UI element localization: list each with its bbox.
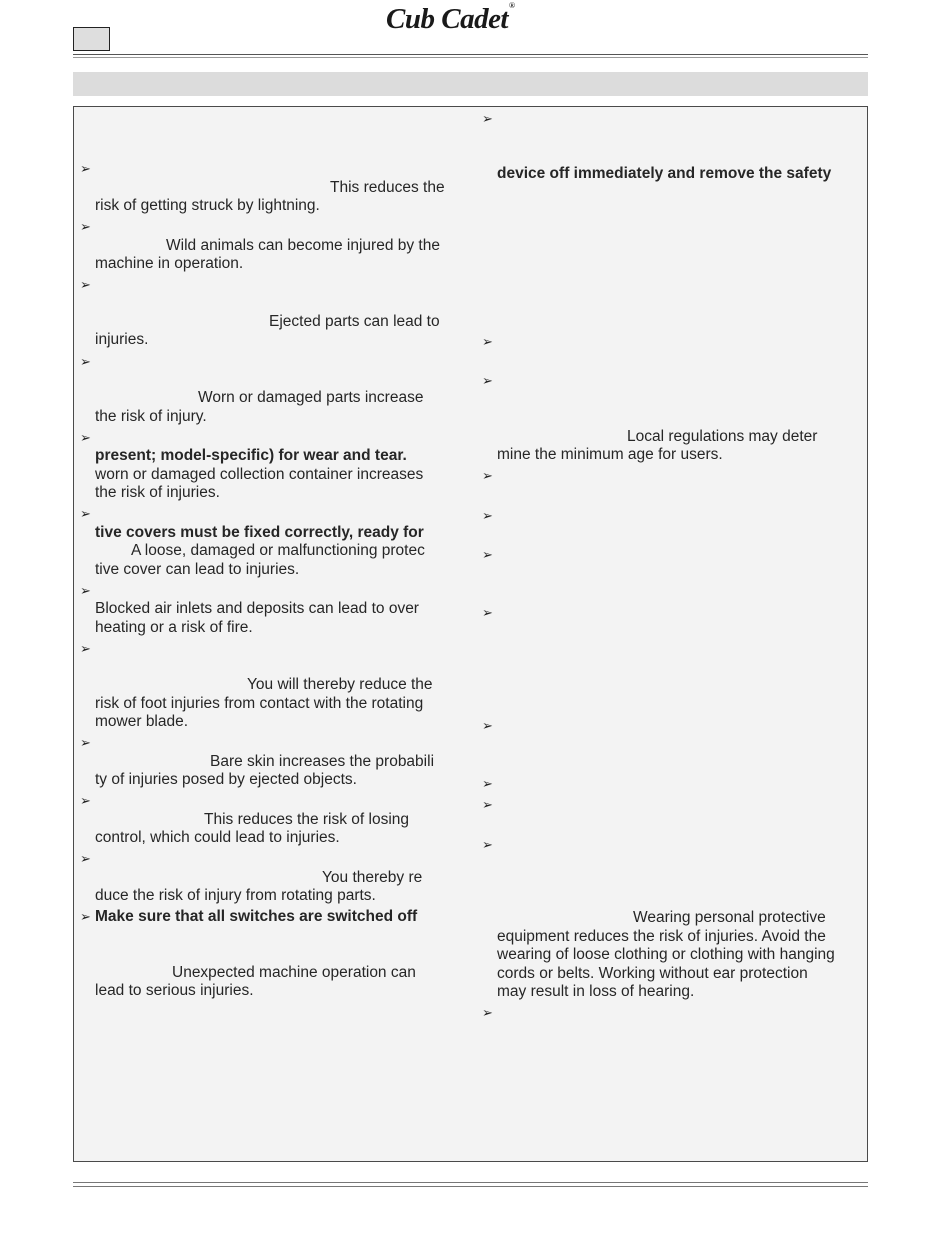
right-text-line-bold: device off immediately and remove the safety xyxy=(497,165,832,182)
footer-divider xyxy=(73,1182,868,1183)
bullet-arrow-icon: ➢ xyxy=(482,837,493,852)
left-text-line: ty of injuries posed by ejected objects. xyxy=(95,771,357,788)
right-text-line: equipment reduces the risk of injuries. Avoid the xyxy=(497,928,826,945)
bullet-arrow-icon: ➢ xyxy=(80,793,91,808)
left-text-line-bold: tive covers must be fixed correctly, ready for xyxy=(95,524,424,541)
left-text-line: This reduces the risk of losing xyxy=(204,811,410,828)
bullet-arrow-icon: ➢ xyxy=(80,641,91,656)
left-text-line: risk of foot injuries from contact with the rotating xyxy=(95,695,424,712)
left-text-line: heating or a risk of fire. xyxy=(95,619,253,636)
left-text-line: mower blade. xyxy=(95,713,189,730)
right-text-line: Wearing personal protective xyxy=(633,909,826,926)
bullet-arrow-icon: ➢ xyxy=(482,718,493,733)
left-text-line: the risk of injury. xyxy=(95,408,207,425)
logo-text: Cub Cadet xyxy=(386,3,508,35)
bullet-arrow-icon: ➢ xyxy=(80,277,91,292)
footer-divider-secondary xyxy=(73,1186,868,1187)
left-text-line: tive cover can lead to injuries. xyxy=(95,561,300,578)
bullet-arrow-icon: ➢ xyxy=(482,605,493,620)
left-text-line: Unexpected machine operation can xyxy=(172,964,416,981)
bullet-arrow-icon: ➢ xyxy=(482,111,493,126)
left-text-line: Wild animals can become injured by the xyxy=(166,237,440,254)
bullet-arrow-icon: ➢ xyxy=(482,1005,493,1020)
left-text-line: Ejected parts can lead to xyxy=(269,313,440,330)
left-text-line: You will thereby reduce the xyxy=(247,676,433,693)
right-text-line: wearing of loose clothing or clothing with hanging xyxy=(497,946,835,963)
left-text-line: the risk of injuries. xyxy=(95,484,220,501)
left-text-line: Worn or damaged parts increase xyxy=(198,389,424,406)
left-text-line: Blocked air inlets and deposits can lead to over xyxy=(95,600,419,617)
cub-cadet-logo xyxy=(386,3,514,36)
left-text-line: Bare skin increases the probabili xyxy=(210,753,435,770)
bullet-arrow-icon: ➢ xyxy=(80,219,91,234)
left-text-line: machine in operation. xyxy=(95,255,244,272)
left-text-line: worn or damaged collection container increases xyxy=(95,466,424,483)
bullet-arrow-icon: ➢ xyxy=(80,354,91,369)
right-text-line: Local regulations may deter xyxy=(627,428,818,445)
left-text-line: You thereby re xyxy=(322,869,423,886)
left-text-line: injuries. xyxy=(95,331,149,348)
bullet-arrow-icon: ➢ xyxy=(482,373,493,388)
bullet-arrow-icon: ➢ xyxy=(80,909,91,924)
bullet-arrow-icon: ➢ xyxy=(80,430,91,445)
right-text-line: may result in loss of hearing. xyxy=(497,983,695,1000)
header-divider-secondary xyxy=(73,57,868,58)
left-text-line: lead to serious injuries. xyxy=(95,982,254,999)
right-text-line: mine the minimum age for users. xyxy=(497,446,723,463)
bullet-arrow-icon: ➢ xyxy=(80,506,91,521)
bullet-arrow-icon: ➢ xyxy=(482,547,493,562)
left-text-line: This reduces the xyxy=(330,179,445,196)
header-divider xyxy=(73,54,868,55)
bullet-arrow-icon: ➢ xyxy=(482,508,493,523)
bullet-arrow-icon: ➢ xyxy=(482,334,493,349)
left-text-line: duce the risk of injury from rotating parts. xyxy=(95,887,376,904)
left-text-line: risk of getting struck by lightning. xyxy=(95,197,320,214)
bullet-arrow-icon: ➢ xyxy=(80,735,91,750)
left-text-line-bold: Make sure that all switches are switched off xyxy=(95,908,418,925)
bullet-arrow-icon: ➢ xyxy=(80,583,91,598)
left-text-line: A loose, damaged or malfunctioning protec xyxy=(131,542,425,559)
bullet-arrow-icon: ➢ xyxy=(80,851,91,866)
left-text-line-bold: present; model-specific) for wear and tear. xyxy=(95,447,407,464)
section-heading-bar xyxy=(73,72,868,96)
bullet-arrow-icon: ➢ xyxy=(80,161,91,176)
bullet-arrow-icon: ➢ xyxy=(482,468,493,483)
right-text-line: cords or belts. Working without ear protection xyxy=(497,965,808,982)
bullet-arrow-icon: ➢ xyxy=(482,797,493,812)
page-number-box xyxy=(73,27,110,51)
left-text-line: control, which could lead to injuries. xyxy=(95,829,340,846)
bullet-arrow-icon: ➢ xyxy=(482,776,493,791)
registered-mark: ® xyxy=(509,1,515,10)
